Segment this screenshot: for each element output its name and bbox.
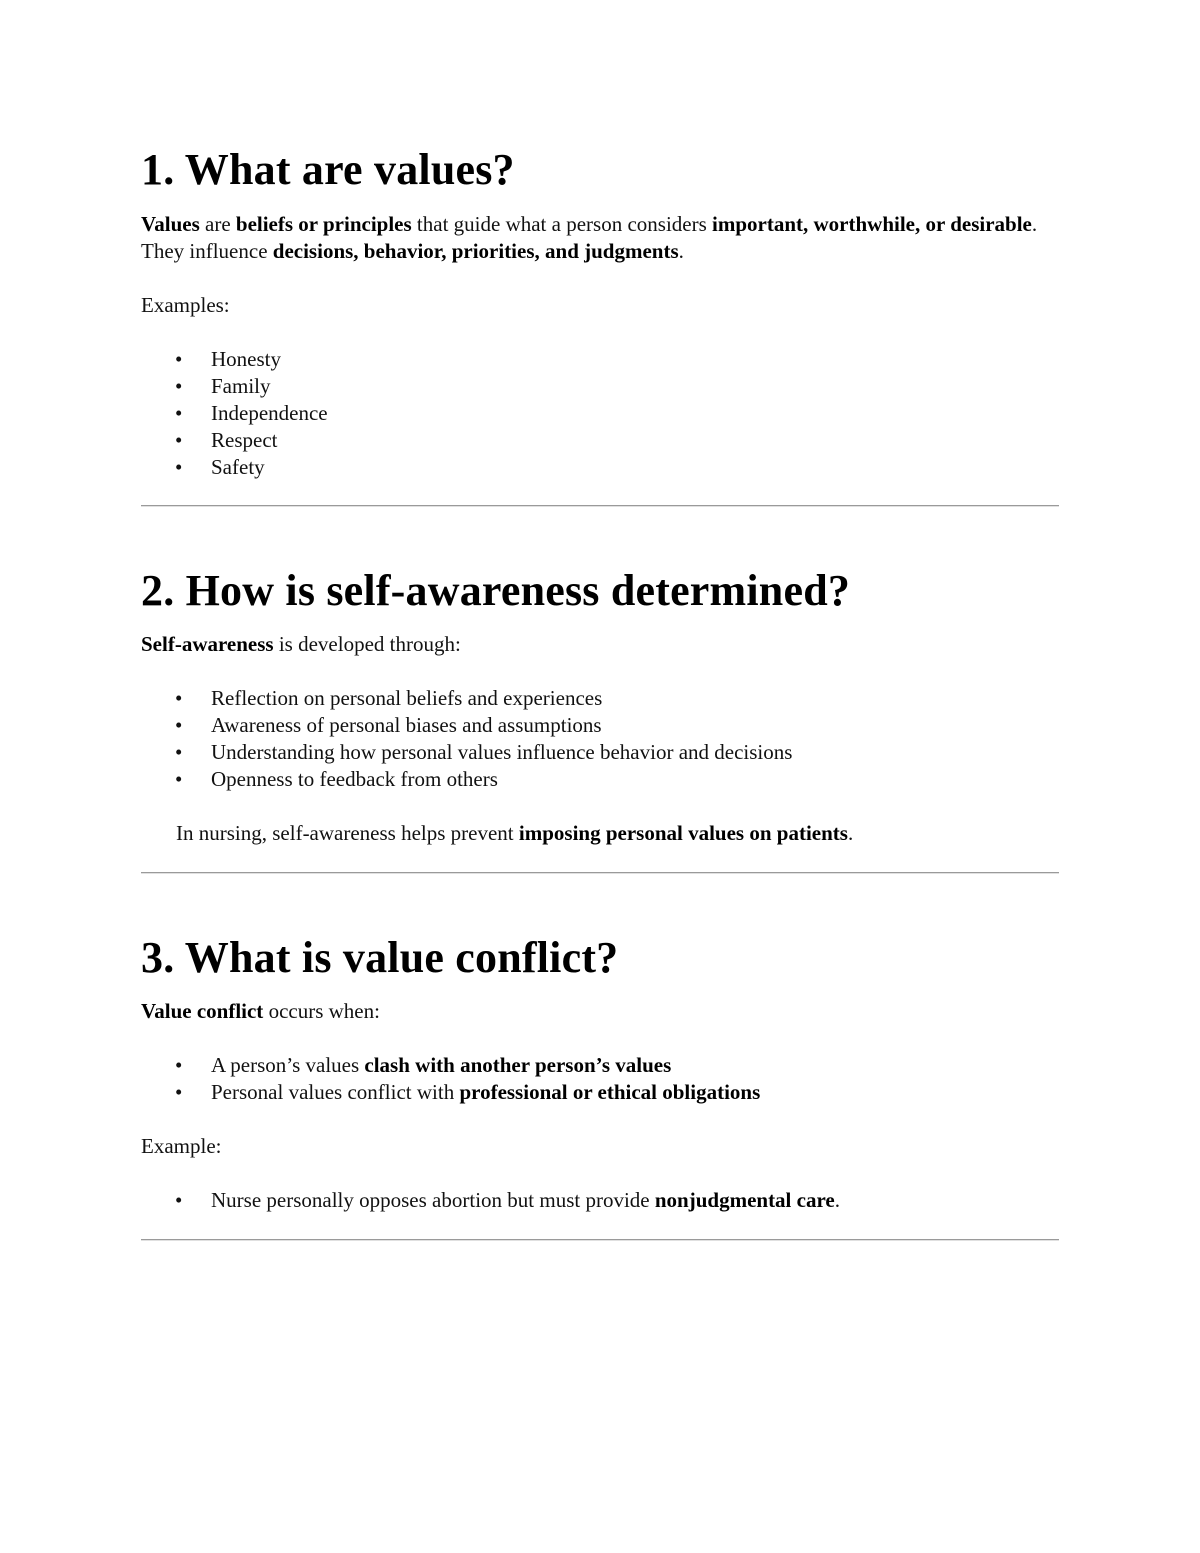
self-awareness-definition: Self-awareness is developed through:: [141, 632, 461, 656]
list-item: • Awareness of personal biases and assumptions: [141, 712, 1059, 739]
example-list: [141, 1187, 1059, 1214]
list-item: • A person’s values clash with another person’s values: [141, 1052, 1059, 1079]
term: Values: [141, 212, 200, 236]
document-page: [141, 0, 1059, 1241]
list-item: • Safety: [141, 454, 1059, 481]
examples-list: [141, 346, 1059, 481]
list-item: • Nurse personally opposes abortion but must provide nonjudgmental care.: [141, 1187, 1059, 1214]
list-item: • Respect: [141, 427, 1059, 454]
values-influence: They influence decisions, behavior, priorities, and judgments.: [141, 239, 684, 263]
section-heading: 3. What is value conflict?: [141, 933, 619, 982]
section-value-conflict: [141, 874, 1059, 1241]
term: Self-awareness: [141, 632, 274, 656]
list-item: • Reflection on personal beliefs and experiences: [141, 685, 1059, 712]
nursing-note: In nursing, self-awareness helps prevent imposing personal values on patients.: [176, 821, 854, 845]
list-item: • Personal values conflict with professional or ethical obligations: [141, 1079, 1059, 1106]
list-item: • Understanding how personal values influence behavior and decisions: [141, 739, 1059, 766]
list-item: • Honesty: [141, 346, 1059, 373]
section-self-awareness: [141, 507, 1059, 874]
list-item: • Openness to feedback from others: [141, 766, 1059, 793]
list-item: • Family: [141, 373, 1059, 400]
section-heading: 2. How is self-awareness determined?: [141, 566, 851, 615]
values-definition: Values are beliefs or principles that guide what a person considers important, worthwhile, or desirable.: [141, 212, 1038, 236]
section-heading: 1. What are values?: [141, 145, 515, 194]
value-conflict-list: [141, 1052, 1059, 1106]
term: Value conflict: [141, 999, 264, 1023]
value-conflict-definition: Value conflict occurs when:: [141, 999, 380, 1023]
section-divider: [141, 1239, 1059, 1241]
section-values: [141, 0, 1059, 507]
example-label: Example:: [141, 1134, 222, 1158]
list-item: • Independence: [141, 400, 1059, 427]
examples-label: Examples:: [141, 293, 230, 317]
self-awareness-list: [141, 685, 1059, 793]
